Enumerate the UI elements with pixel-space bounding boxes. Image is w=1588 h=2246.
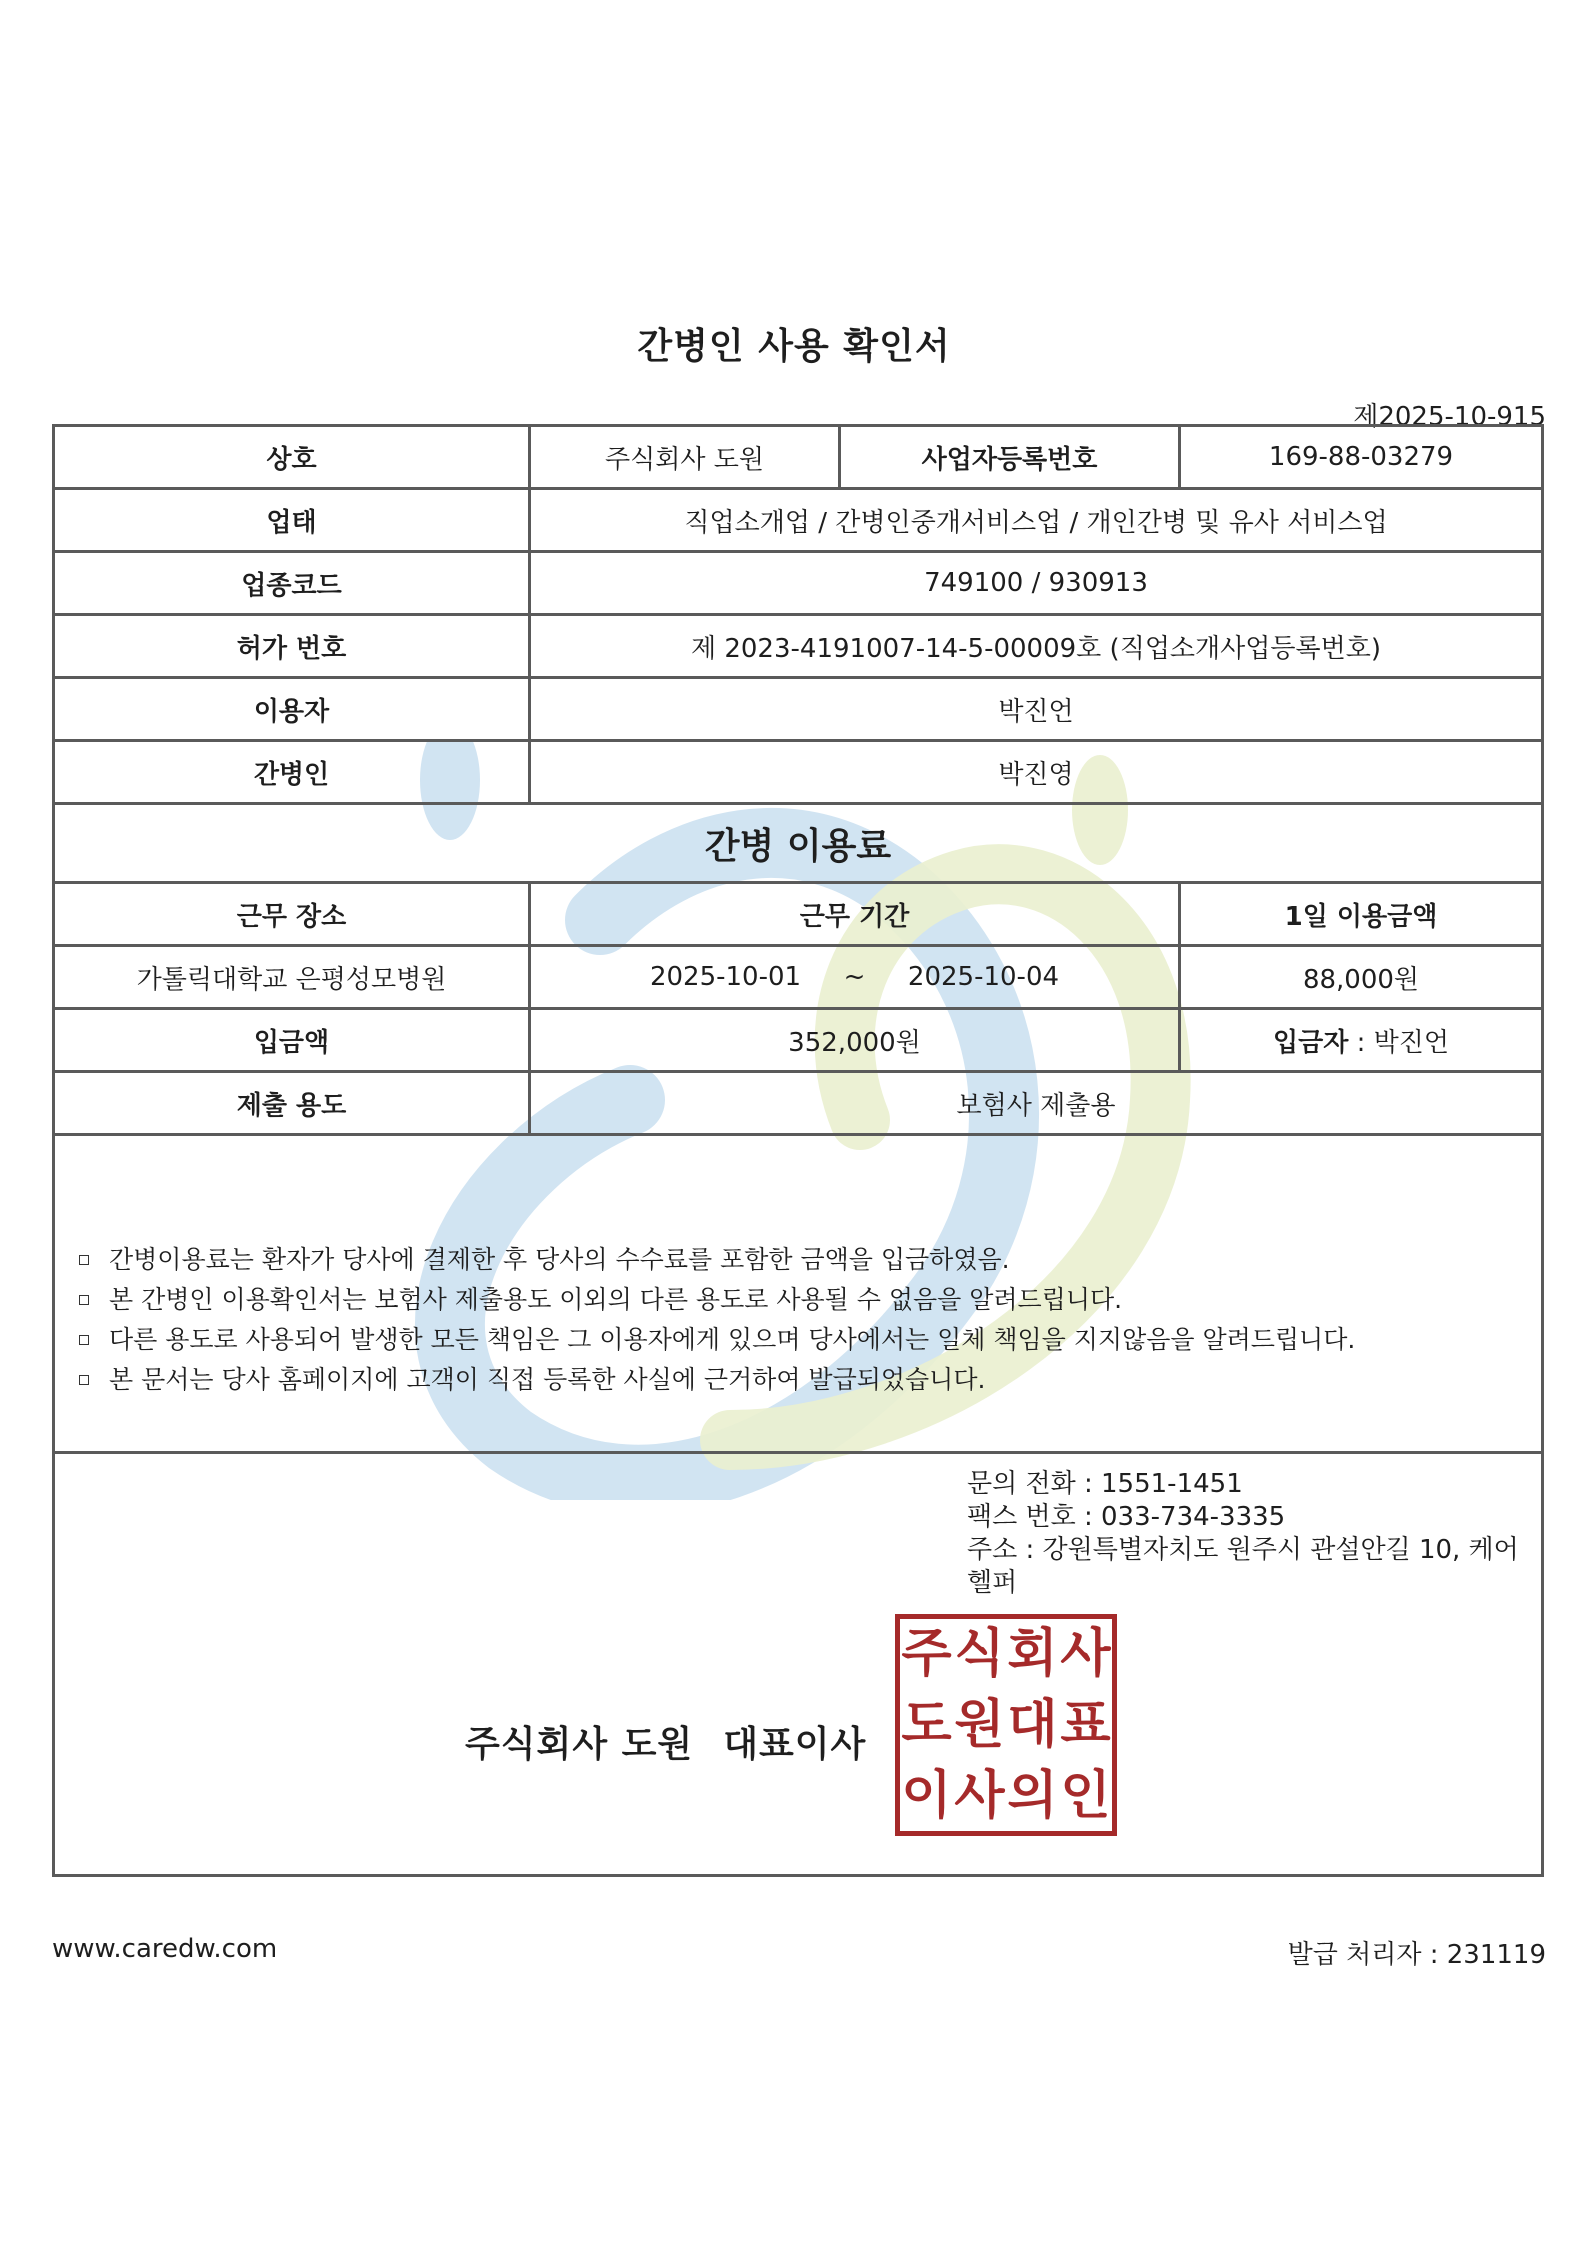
user-label: 이용자 bbox=[54, 678, 530, 741]
period-value bbox=[530, 946, 1180, 1009]
deposit-row bbox=[54, 1009, 1543, 1072]
license-value: 제 2023-4191007-14-5-00009호 (직업소개사업등록번호) bbox=[530, 615, 1543, 678]
document-title: 간병인 사용 확인서 bbox=[637, 326, 951, 367]
business-type-row bbox=[54, 489, 1543, 552]
signer bbox=[465, 1716, 866, 1767]
signature-row bbox=[54, 1453, 1543, 1876]
purpose-label: 제출 용도 bbox=[54, 1072, 530, 1135]
company-value: 주식회사 도원 bbox=[530, 426, 840, 489]
business-type-value: 직업소개업 / 간병인중개서비스업 / 개인간병 및 유사 서비스업 bbox=[530, 489, 1543, 552]
signature-cell bbox=[54, 1453, 1543, 1876]
notes-row bbox=[54, 1135, 1543, 1453]
company-row bbox=[54, 426, 1543, 489]
license-row bbox=[54, 615, 1543, 678]
deposit-label: 입금액 bbox=[54, 1009, 530, 1072]
notes-cell bbox=[54, 1135, 1543, 1453]
business-type-label: 업태 bbox=[54, 489, 530, 552]
notes-list bbox=[79, 1240, 1541, 1400]
period-header: 근무 기간 bbox=[530, 883, 1180, 946]
depositor-value: 박진언 bbox=[1373, 1027, 1449, 1058]
deposit-value: 352,000원 bbox=[530, 1009, 1180, 1072]
signer-company: 주식회사 도원 bbox=[465, 1724, 694, 1765]
purpose-value: 보험사 제출용 bbox=[530, 1072, 1543, 1135]
contact-address: 주소 : 강원특별자치도 원주시 관설안길 10, 케어헬퍼 bbox=[967, 1535, 1519, 1598]
fee-value-row bbox=[54, 946, 1543, 1009]
note-item: 본 간병인 이용확인서는 보험사 제출용도 이외의 다른 용도로 사용될 수 없음을 알려드립니다. bbox=[79, 1280, 1541, 1320]
period-separator: ~ bbox=[843, 962, 866, 992]
square-bullet-icon bbox=[79, 1295, 89, 1305]
depositor-cell bbox=[1180, 1009, 1543, 1072]
contact-phone: 문의 전화 : 1551-1451 bbox=[967, 1469, 1243, 1499]
user-row bbox=[54, 678, 1543, 741]
contact-fax: 팩스 번호 : 033-734-3335 bbox=[967, 1502, 1286, 1532]
fee-header-row bbox=[54, 883, 1543, 946]
confirmation-table bbox=[52, 424, 1544, 1877]
depositor-separator: : bbox=[1348, 1027, 1374, 1058]
fee-section-row bbox=[54, 804, 1543, 883]
note-item: 다른 용도로 사용되어 발생한 모든 책임은 그 이용자에게 있으며 당사에서는 일체 책임을 지지않음을 알려드립니다. bbox=[79, 1320, 1541, 1360]
place-value: 가톨릭대학교 은평성모병원 bbox=[54, 946, 530, 1009]
fee-section-title: 간병 이용료 bbox=[54, 804, 1543, 883]
caregiver-label: 간병인 bbox=[54, 741, 530, 804]
industry-code-value: 749100 / 930913 bbox=[530, 552, 1543, 615]
industry-code-row bbox=[54, 552, 1543, 615]
company-label: 상호 bbox=[54, 426, 530, 489]
company-seal: 주 식 회 사 도 원 대 표 이 사 의 인 bbox=[895, 1614, 1117, 1836]
note-item: 본 문서는 당사 홈페이지에 고객이 직접 등록한 사실에 근거하여 발급되었습니다. bbox=[79, 1360, 1541, 1400]
issuer-id: 발급 처리자 : 231119 bbox=[1287, 1940, 1546, 1970]
period-end: 2025-10-04 bbox=[907, 962, 1060, 992]
daily-value: 88,000원 bbox=[1180, 946, 1543, 1009]
caregiver-value: 박진영 bbox=[530, 741, 1543, 804]
depositor-label: 입금자 bbox=[1272, 1027, 1349, 1058]
caregiver-row bbox=[54, 741, 1543, 804]
square-bullet-icon bbox=[79, 1335, 89, 1345]
signer-title: 대표이사 bbox=[723, 1724, 867, 1765]
contact-block bbox=[967, 1468, 1541, 1600]
license-label: 허가 번호 bbox=[54, 615, 530, 678]
purpose-row bbox=[54, 1072, 1543, 1135]
user-value: 박진언 bbox=[530, 678, 1543, 741]
square-bullet-icon bbox=[79, 1255, 89, 1265]
biz-reg-value: 169-88-03279 bbox=[1180, 426, 1543, 489]
website-url: www.caredw.com bbox=[52, 1934, 278, 1964]
document-number: 제2025-10-915 bbox=[1353, 402, 1546, 432]
industry-code-label: 업종코드 bbox=[54, 552, 530, 615]
daily-header: 1일 이용금액 bbox=[1180, 883, 1543, 946]
biz-reg-label: 사업자등록번호 bbox=[840, 426, 1180, 489]
place-header: 근무 장소 bbox=[54, 883, 530, 946]
period-start: 2025-10-01 bbox=[649, 962, 802, 992]
note-item: 간병이용료는 환자가 당사에 결제한 후 당사의 수수료를 포함한 금액을 입금하였음. bbox=[79, 1240, 1541, 1280]
square-bullet-icon bbox=[79, 1375, 89, 1385]
